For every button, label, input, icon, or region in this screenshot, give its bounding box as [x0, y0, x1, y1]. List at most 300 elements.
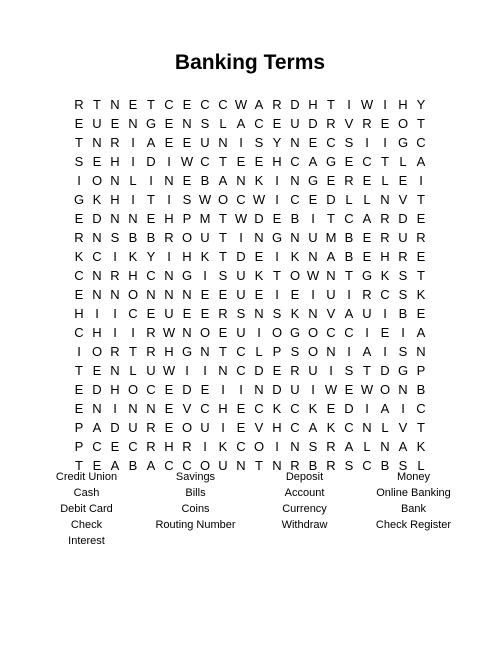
grid-letter[interactable]: R: [218, 306, 228, 321]
grid-letter[interactable]: N: [110, 97, 120, 112]
grid-letter[interactable]: U: [308, 363, 318, 378]
grid-letter[interactable]: U: [362, 306, 372, 321]
grid-letter[interactable]: C: [218, 97, 228, 112]
grid-letter[interactable]: E: [416, 249, 426, 264]
grid-letter[interactable]: N: [110, 287, 120, 302]
grid-letter[interactable]: L: [129, 363, 137, 378]
grid-letter[interactable]: N: [218, 363, 228, 378]
grid-letter[interactable]: P: [74, 420, 84, 435]
grid-letter[interactable]: I: [347, 344, 351, 359]
grid-letter[interactable]: B: [344, 230, 354, 245]
grid-letter[interactable]: T: [417, 116, 425, 131]
grid-letter[interactable]: T: [147, 97, 155, 112]
grid-letter[interactable]: E: [74, 382, 84, 397]
grid-letter[interactable]: D: [290, 97, 300, 112]
grid-letter[interactable]: S: [308, 439, 318, 454]
grid-letter[interactable]: I: [113, 401, 117, 416]
grid-letter[interactable]: I: [167, 154, 171, 169]
grid-letter[interactable]: R: [326, 116, 336, 131]
grid-letter[interactable]: N: [164, 287, 174, 302]
grid-letter[interactable]: H: [272, 420, 282, 435]
grid-letter[interactable]: N: [290, 135, 300, 150]
grid-letter[interactable]: U: [326, 287, 336, 302]
grid-letter[interactable]: S: [344, 135, 354, 150]
grid-letter[interactable]: W: [180, 154, 194, 169]
grid-letter[interactable]: E: [254, 249, 264, 264]
grid-letter[interactable]: N: [146, 287, 156, 302]
grid-letter[interactable]: C: [290, 420, 300, 435]
grid-letter[interactable]: I: [167, 249, 171, 264]
grid-letter[interactable]: C: [236, 344, 246, 359]
grid-letter[interactable]: C: [290, 154, 300, 169]
grid-letter[interactable]: C: [92, 439, 102, 454]
grid-letter[interactable]: I: [131, 135, 135, 150]
grid-letter[interactable]: I: [401, 401, 405, 416]
grid-letter[interactable]: O: [397, 116, 409, 131]
grid-letter[interactable]: U: [398, 230, 408, 245]
grid-letter[interactable]: L: [345, 192, 353, 207]
grid-letter[interactable]: C: [344, 325, 354, 340]
grid-letter[interactable]: S: [398, 344, 408, 359]
grid-letter[interactable]: W: [234, 97, 248, 112]
grid-letter[interactable]: A: [92, 420, 102, 435]
grid-letter[interactable]: E: [344, 154, 354, 169]
grid-letter[interactable]: G: [397, 135, 409, 150]
grid-letter[interactable]: A: [362, 344, 372, 359]
grid-letter[interactable]: D: [92, 382, 102, 397]
grid-letter[interactable]: S: [200, 116, 210, 131]
grid-letter[interactable]: C: [344, 420, 354, 435]
grid-letter[interactable]: C: [92, 249, 102, 264]
grid-letter[interactable]: H: [164, 439, 174, 454]
grid-letter[interactable]: C: [164, 458, 174, 473]
grid-letter[interactable]: E: [236, 420, 246, 435]
grid-letter[interactable]: W: [306, 268, 320, 283]
grid-letter[interactable]: E: [308, 135, 318, 150]
grid-letter[interactable]: E: [182, 306, 192, 321]
grid-letter[interactable]: E: [200, 306, 210, 321]
grid-letter[interactable]: K: [272, 401, 282, 416]
grid-letter[interactable]: E: [380, 116, 390, 131]
grid-letter[interactable]: E: [128, 97, 138, 112]
grid-letter[interactable]: O: [253, 439, 265, 454]
grid-letter[interactable]: N: [182, 116, 192, 131]
grid-letter[interactable]: N: [92, 230, 102, 245]
grid-letter[interactable]: N: [92, 268, 102, 283]
grid-letter[interactable]: T: [363, 363, 371, 378]
grid-letter[interactable]: R: [164, 230, 174, 245]
grid-letter[interactable]: C: [164, 97, 174, 112]
grid-letter[interactable]: U: [290, 382, 300, 397]
grid-letter[interactable]: C: [74, 325, 84, 340]
grid-letter[interactable]: N: [128, 211, 138, 226]
grid-letter[interactable]: T: [327, 211, 335, 226]
grid-letter[interactable]: B: [308, 458, 318, 473]
grid-letter[interactable]: S: [110, 230, 120, 245]
grid-letter[interactable]: I: [203, 268, 207, 283]
grid-letter[interactable]: R: [146, 325, 156, 340]
grid-letter[interactable]: U: [164, 306, 174, 321]
grid-letter[interactable]: N: [236, 458, 246, 473]
grid-letter[interactable]: D: [110, 420, 120, 435]
grid-letter[interactable]: B: [128, 458, 138, 473]
grid-letter[interactable]: K: [416, 287, 426, 302]
grid-letter[interactable]: C: [416, 135, 426, 150]
grid-letter[interactable]: N: [362, 420, 372, 435]
grid-letter[interactable]: R: [344, 173, 354, 188]
grid-letter[interactable]: A: [236, 116, 246, 131]
grid-letter[interactable]: S: [272, 306, 282, 321]
grid-letter[interactable]: U: [236, 287, 246, 302]
grid-letter[interactable]: T: [219, 230, 227, 245]
grid-letter[interactable]: O: [91, 173, 103, 188]
grid-letter[interactable]: K: [218, 439, 228, 454]
grid-letter[interactable]: G: [361, 268, 373, 283]
grid-letter[interactable]: E: [182, 97, 192, 112]
grid-letter[interactable]: I: [275, 287, 279, 302]
grid-letter[interactable]: N: [128, 116, 138, 131]
grid-letter[interactable]: G: [181, 344, 193, 359]
grid-letter[interactable]: N: [272, 458, 282, 473]
grid-letter[interactable]: N: [110, 211, 120, 226]
grid-letter[interactable]: I: [419, 173, 423, 188]
grid-letter[interactable]: I: [131, 192, 135, 207]
grid-letter[interactable]: C: [362, 458, 372, 473]
grid-letter[interactable]: H: [380, 249, 390, 264]
grid-letter[interactable]: T: [219, 211, 227, 226]
grid-letter[interactable]: N: [380, 439, 390, 454]
grid-letter[interactable]: I: [329, 363, 333, 378]
grid-letter[interactable]: E: [74, 211, 84, 226]
grid-letter[interactable]: E: [200, 382, 210, 397]
grid-letter[interactable]: R: [380, 211, 390, 226]
grid-letter[interactable]: E: [146, 211, 156, 226]
grid-letter[interactable]: C: [326, 325, 336, 340]
grid-letter[interactable]: I: [275, 439, 279, 454]
grid-letter[interactable]: T: [273, 268, 281, 283]
grid-letter[interactable]: G: [289, 325, 301, 340]
grid-letter[interactable]: R: [290, 458, 300, 473]
grid-letter[interactable]: E: [272, 116, 282, 131]
grid-letter[interactable]: E: [254, 287, 264, 302]
grid-letter[interactable]: D: [146, 154, 156, 169]
grid-letter[interactable]: G: [397, 363, 409, 378]
grid-letter[interactable]: R: [380, 230, 390, 245]
grid-letter[interactable]: O: [199, 325, 211, 340]
grid-letter[interactable]: P: [416, 363, 426, 378]
grid-letter[interactable]: O: [127, 287, 139, 302]
grid-letter[interactable]: E: [110, 116, 120, 131]
grid-letter[interactable]: R: [272, 97, 282, 112]
grid-letter[interactable]: K: [200, 249, 210, 264]
grid-letter[interactable]: U: [200, 420, 210, 435]
grid-letter[interactable]: N: [380, 192, 390, 207]
grid-letter[interactable]: R: [110, 135, 120, 150]
grid-letter[interactable]: I: [401, 325, 405, 340]
grid-letter[interactable]: H: [398, 97, 408, 112]
grid-letter[interactable]: S: [254, 135, 264, 150]
grid-letter[interactable]: A: [308, 154, 318, 169]
grid-letter[interactable]: E: [380, 325, 390, 340]
grid-letter[interactable]: A: [416, 154, 426, 169]
grid-letter[interactable]: N: [182, 325, 192, 340]
grid-letter[interactable]: I: [239, 135, 243, 150]
grid-letter[interactable]: I: [77, 173, 81, 188]
grid-letter[interactable]: N: [254, 230, 264, 245]
grid-letter[interactable]: T: [219, 344, 227, 359]
grid-letter[interactable]: T: [93, 97, 101, 112]
grid-letter[interactable]: E: [254, 154, 264, 169]
grid-letter[interactable]: H: [110, 154, 120, 169]
grid-letter[interactable]: I: [383, 344, 387, 359]
grid-letter[interactable]: I: [131, 154, 135, 169]
grid-letter[interactable]: N: [182, 287, 192, 302]
grid-letter[interactable]: A: [146, 135, 156, 150]
grid-letter[interactable]: R: [362, 287, 372, 302]
grid-letter[interactable]: P: [272, 344, 282, 359]
grid-letter[interactable]: A: [344, 306, 354, 321]
grid-letter[interactable]: N: [92, 287, 102, 302]
grid-letter[interactable]: A: [398, 439, 408, 454]
grid-letter[interactable]: K: [308, 401, 318, 416]
grid-letter[interactable]: B: [380, 458, 390, 473]
grid-letter[interactable]: N: [164, 268, 174, 283]
grid-letter[interactable]: K: [290, 306, 300, 321]
grid-letter[interactable]: E: [416, 306, 426, 321]
grid-letter[interactable]: E: [74, 116, 84, 131]
grid-letter[interactable]: D: [380, 363, 390, 378]
grid-letter[interactable]: B: [398, 306, 408, 321]
grid-letter[interactable]: N: [254, 382, 264, 397]
grid-letter[interactable]: M: [325, 230, 337, 245]
grid-letter[interactable]: U: [128, 420, 138, 435]
grid-letter[interactable]: A: [254, 97, 264, 112]
grid-letter[interactable]: K: [74, 249, 84, 264]
grid-letter[interactable]: C: [128, 306, 138, 321]
grid-letter[interactable]: S: [398, 268, 408, 283]
grid-letter[interactable]: G: [271, 230, 283, 245]
grid-letter[interactable]: W: [252, 192, 266, 207]
grid-letter[interactable]: R: [362, 116, 372, 131]
grid-letter[interactable]: D: [398, 211, 408, 226]
grid-letter[interactable]: N: [128, 401, 138, 416]
grid-letter[interactable]: A: [308, 420, 318, 435]
grid-letter[interactable]: V: [254, 420, 264, 435]
grid-letter[interactable]: I: [347, 97, 351, 112]
grid-letter[interactable]: W: [198, 192, 212, 207]
grid-letter[interactable]: T: [75, 458, 83, 473]
grid-letter[interactable]: R: [326, 458, 336, 473]
grid-letter[interactable]: K: [128, 249, 138, 264]
grid-letter[interactable]: E: [164, 420, 174, 435]
grid-letter[interactable]: N: [146, 401, 156, 416]
grid-letter[interactable]: T: [381, 154, 389, 169]
grid-letter[interactable]: H: [92, 325, 102, 340]
grid-letter[interactable]: C: [290, 192, 300, 207]
grid-letter[interactable]: K: [254, 173, 264, 188]
grid-letter[interactable]: E: [200, 287, 210, 302]
grid-letter[interactable]: T: [129, 344, 137, 359]
grid-letter[interactable]: B: [146, 230, 156, 245]
grid-letter[interactable]: W: [234, 211, 248, 226]
grid-letter[interactable]: L: [129, 173, 137, 188]
grid-letter[interactable]: A: [380, 401, 390, 416]
grid-letter[interactable]: I: [257, 325, 261, 340]
grid-letter[interactable]: C: [200, 401, 210, 416]
grid-letter[interactable]: P: [182, 211, 192, 226]
grid-letter[interactable]: A: [326, 249, 336, 264]
grid-letter[interactable]: C: [74, 268, 84, 283]
grid-letter[interactable]: H: [110, 192, 120, 207]
grid-letter[interactable]: E: [164, 401, 174, 416]
grid-letter[interactable]: B: [416, 382, 426, 397]
grid-letter[interactable]: E: [182, 173, 192, 188]
grid-letter[interactable]: N: [398, 382, 408, 397]
grid-letter[interactable]: D: [182, 382, 192, 397]
grid-letter[interactable]: W: [324, 382, 338, 397]
grid-letter[interactable]: N: [254, 306, 264, 321]
grid-letter[interactable]: I: [113, 249, 117, 264]
grid-letter[interactable]: I: [365, 135, 369, 150]
grid-letter[interactable]: V: [398, 192, 408, 207]
grid-letter[interactable]: C: [200, 97, 210, 112]
grid-letter[interactable]: I: [383, 97, 387, 112]
grid-letter[interactable]: R: [74, 97, 84, 112]
grid-letter[interactable]: H: [272, 154, 282, 169]
grid-letter[interactable]: B: [344, 249, 354, 264]
grid-letter[interactable]: L: [363, 439, 371, 454]
grid-letter[interactable]: E: [398, 173, 408, 188]
grid-letter[interactable]: C: [236, 363, 246, 378]
grid-letter[interactable]: N: [308, 306, 318, 321]
grid-letter[interactable]: A: [362, 211, 372, 226]
grid-letter[interactable]: S: [344, 458, 354, 473]
grid-letter[interactable]: T: [219, 154, 227, 169]
grid-letter[interactable]: K: [380, 268, 390, 283]
grid-letter[interactable]: E: [110, 439, 120, 454]
grid-letter[interactable]: D: [308, 116, 318, 131]
grid-letter[interactable]: T: [147, 192, 155, 207]
grid-letter[interactable]: E: [92, 458, 102, 473]
grid-letter[interactable]: I: [275, 192, 279, 207]
grid-letter[interactable]: T: [417, 268, 425, 283]
grid-letter[interactable]: E: [146, 306, 156, 321]
grid-letter[interactable]: O: [181, 230, 193, 245]
grid-letter[interactable]: N: [290, 173, 300, 188]
grid-letter[interactable]: L: [399, 154, 407, 169]
grid-letter[interactable]: K: [92, 192, 102, 207]
grid-letter[interactable]: W: [162, 325, 176, 340]
grid-letter[interactable]: L: [417, 458, 425, 473]
grid-letter[interactable]: W: [162, 363, 176, 378]
grid-letter[interactable]: R: [146, 344, 156, 359]
grid-letter[interactable]: A: [146, 458, 156, 473]
grid-letter[interactable]: C: [416, 401, 426, 416]
grid-letter[interactable]: T: [75, 363, 83, 378]
grid-letter[interactable]: E: [344, 382, 354, 397]
grid-letter[interactable]: I: [221, 382, 225, 397]
grid-letter[interactable]: H: [182, 249, 192, 264]
grid-letter[interactable]: I: [347, 287, 351, 302]
grid-letter[interactable]: N: [110, 363, 120, 378]
grid-letter[interactable]: I: [185, 363, 189, 378]
grid-letter[interactable]: L: [255, 344, 263, 359]
grid-letter[interactable]: E: [218, 287, 228, 302]
grid-letter[interactable]: A: [110, 458, 120, 473]
grid-letter[interactable]: N: [416, 344, 426, 359]
grid-letter[interactable]: K: [416, 439, 426, 454]
grid-letter[interactable]: C: [200, 154, 210, 169]
grid-letter[interactable]: N: [326, 268, 336, 283]
grid-letter[interactable]: V: [326, 306, 336, 321]
grid-letter[interactable]: D: [272, 382, 282, 397]
grid-letter[interactable]: C: [290, 401, 300, 416]
grid-letter[interactable]: I: [383, 306, 387, 321]
grid-letter[interactable]: C: [128, 439, 138, 454]
grid-letter[interactable]: C: [146, 382, 156, 397]
grid-letter[interactable]: B: [200, 173, 210, 188]
grid-letter[interactable]: E: [272, 363, 282, 378]
grid-letter[interactable]: I: [311, 211, 315, 226]
grid-letter[interactable]: H: [128, 268, 138, 283]
grid-letter[interactable]: I: [311, 287, 315, 302]
grid-letter[interactable]: V: [182, 401, 192, 416]
grid-letter[interactable]: D: [254, 363, 264, 378]
grid-letter[interactable]: B: [290, 211, 300, 226]
grid-letter[interactable]: C: [236, 192, 246, 207]
grid-letter[interactable]: N: [290, 230, 300, 245]
grid-letter[interactable]: U: [92, 116, 102, 131]
grid-letter[interactable]: E: [236, 154, 246, 169]
grid-letter[interactable]: E: [272, 211, 282, 226]
grid-letter[interactable]: I: [113, 306, 117, 321]
grid-letter[interactable]: W: [360, 382, 374, 397]
grid-letter[interactable]: G: [307, 173, 319, 188]
grid-letter[interactable]: S: [182, 192, 192, 207]
grid-letter[interactable]: U: [290, 116, 300, 131]
grid-letter[interactable]: O: [199, 458, 211, 473]
grid-letter[interactable]: I: [149, 173, 153, 188]
grid-letter[interactable]: R: [110, 268, 120, 283]
grid-letter[interactable]: U: [200, 230, 210, 245]
grid-letter[interactable]: E: [74, 287, 84, 302]
grid-letter[interactable]: E: [362, 249, 372, 264]
grid-letter[interactable]: A: [218, 173, 228, 188]
grid-letter[interactable]: E: [218, 325, 228, 340]
grid-letter[interactable]: T: [75, 135, 83, 150]
grid-letter[interactable]: M: [199, 211, 211, 226]
grid-letter[interactable]: T: [417, 192, 425, 207]
grid-letter[interactable]: E: [362, 173, 372, 188]
grid-letter[interactable]: E: [92, 363, 102, 378]
grid-letter[interactable]: E: [416, 211, 426, 226]
grid-letter[interactable]: S: [344, 363, 354, 378]
grid-letter[interactable]: N: [164, 173, 174, 188]
grid-letter[interactable]: I: [365, 325, 369, 340]
grid-letter[interactable]: G: [181, 268, 193, 283]
grid-letter[interactable]: U: [200, 135, 210, 150]
grid-letter[interactable]: U: [236, 268, 246, 283]
grid-letter[interactable]: E: [308, 192, 318, 207]
grid-letter[interactable]: E: [164, 382, 174, 397]
grid-letter[interactable]: I: [221, 420, 225, 435]
grid-letter[interactable]: R: [416, 230, 426, 245]
grid-letter[interactable]: T: [219, 249, 227, 264]
grid-letter[interactable]: E: [164, 135, 174, 150]
grid-letter[interactable]: S: [398, 458, 408, 473]
grid-letter[interactable]: G: [73, 192, 85, 207]
grid-letter[interactable]: C: [362, 154, 372, 169]
